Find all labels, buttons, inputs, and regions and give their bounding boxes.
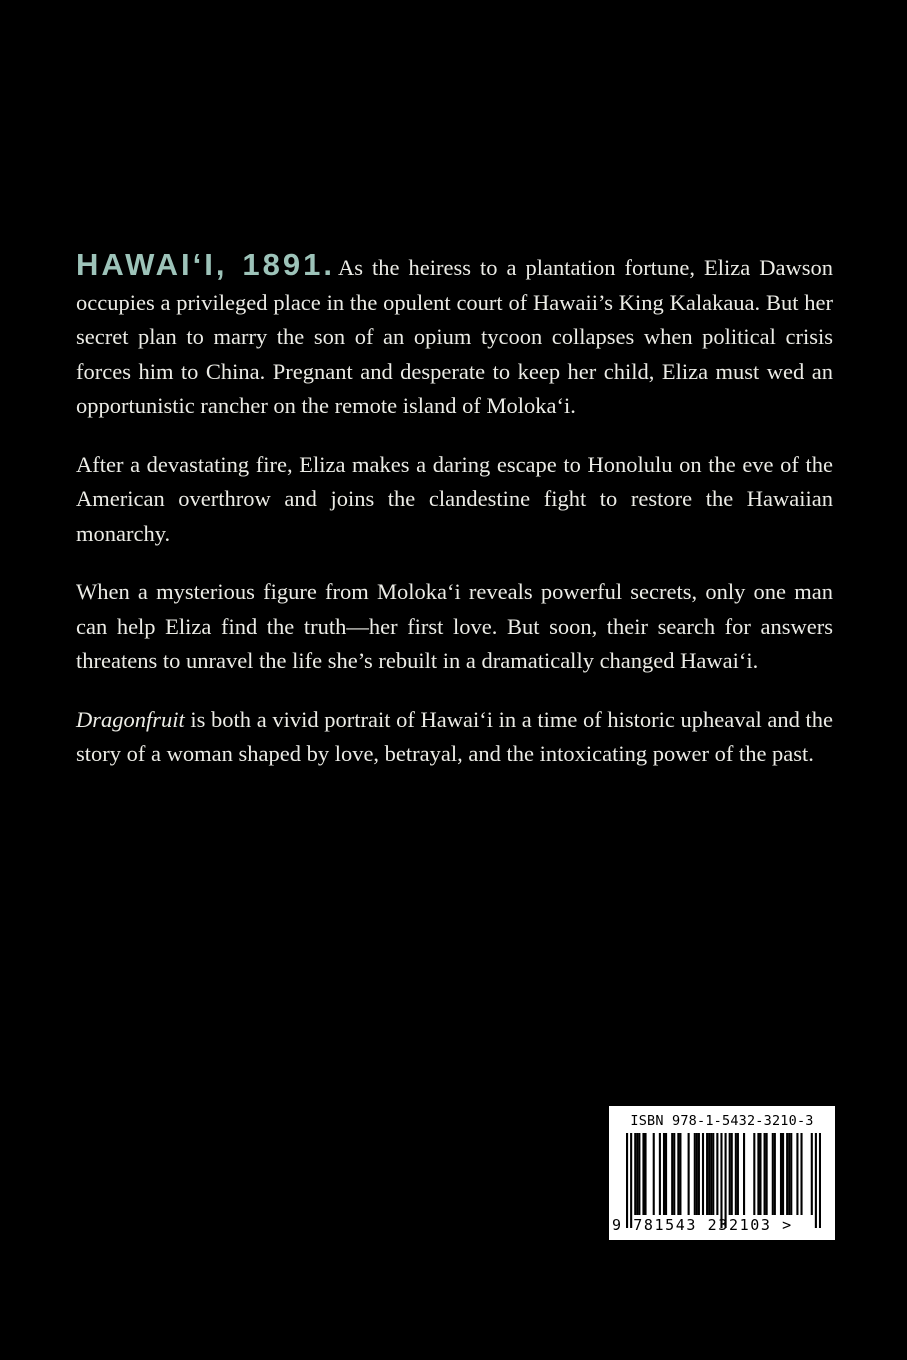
barcode-bar xyxy=(679,1133,681,1215)
barcode-bar xyxy=(677,1133,679,1215)
barcode-bar xyxy=(790,1133,792,1215)
barcode-bar xyxy=(706,1133,708,1215)
lead-text: HAWAI‘I, 1891 xyxy=(76,247,324,282)
barcode-bar xyxy=(636,1133,638,1215)
blurb-lead-heading xyxy=(76,247,332,282)
barcode-bar xyxy=(819,1133,821,1228)
barcode-bar xyxy=(780,1133,782,1215)
barcode-bar xyxy=(673,1133,675,1215)
ean-digits: 9 781543 232103 > xyxy=(612,1216,793,1234)
barcode-bar xyxy=(800,1133,802,1215)
blurb-paragraph-3: When a mysterious figure from Moloka‘i reveals powerful secrets, only one man can help Eliza find the truth—her first love. But soon, their search for answers threatens to unravel the life she’s rebuilt in a dramatically changed Hawai‘i. xyxy=(76,579,833,673)
barcode-bar xyxy=(766,1133,768,1215)
barcode-bar xyxy=(764,1133,766,1215)
barcode-bar xyxy=(759,1133,761,1215)
blurb-paragraph-4 xyxy=(76,703,833,772)
lead-dot: . xyxy=(323,247,333,282)
blurb-paragraph-2: After a devastating fire, Eliza makes a daring escape to Honolulu on the eve of the American overthrow and joins the clandestine fight to restore the Hawaiian monarchy. xyxy=(76,451,833,546)
barcode-bar xyxy=(782,1133,784,1215)
barcode-bar xyxy=(653,1133,655,1215)
barcode-bar xyxy=(712,1133,714,1215)
barcode-bar xyxy=(716,1133,718,1215)
barcode-bar xyxy=(694,1133,696,1215)
paragraph-4-text: is both a vivid portrait of Hawai‘i in a time of historic upheaval and the story of a woman shaped by love, betrayal, and the intoxicating power of the past. xyxy=(76,706,833,766)
barcode-bar xyxy=(702,1133,704,1215)
barcode-bar xyxy=(772,1133,774,1215)
barcode-bar xyxy=(671,1133,673,1215)
barcode-bar xyxy=(737,1133,739,1215)
blurb-paragraph-1 xyxy=(76,248,833,424)
barcode-bar xyxy=(725,1133,727,1228)
barcode-bar xyxy=(735,1133,737,1215)
barcode-bar xyxy=(796,1133,798,1215)
barcode-bar xyxy=(688,1133,690,1215)
barcode-bar xyxy=(626,1133,628,1228)
barcode-bar xyxy=(708,1133,710,1215)
isbn-barcode xyxy=(609,1106,835,1240)
barcode-bars xyxy=(626,1133,821,1228)
barcode-bar xyxy=(753,1133,755,1215)
isbn-label: ISBN 978-1-5432-3210-3 xyxy=(630,1113,814,1129)
barcode-bar xyxy=(663,1133,665,1215)
barcode-bar xyxy=(644,1133,646,1215)
barcode-bar xyxy=(696,1133,698,1215)
barcode-bar xyxy=(720,1133,722,1228)
barcode-bar xyxy=(743,1133,745,1215)
barcode-bar xyxy=(630,1133,632,1228)
barcode-bar xyxy=(786,1133,788,1215)
book-title: Dragonfruit xyxy=(76,706,185,732)
barcode-bar xyxy=(729,1133,731,1215)
barcode-bar xyxy=(638,1133,640,1215)
barcode-bar xyxy=(698,1133,700,1215)
barcode-bar xyxy=(731,1133,733,1215)
barcode-bar xyxy=(665,1133,667,1215)
barcode-bar xyxy=(788,1133,790,1215)
barcode-bar xyxy=(757,1133,759,1215)
barcode-bar xyxy=(642,1133,644,1215)
barcode-bar xyxy=(710,1133,712,1215)
barcode-bar xyxy=(774,1133,776,1215)
barcode-bar xyxy=(659,1133,661,1215)
barcode-bar xyxy=(815,1133,817,1228)
blurb-text xyxy=(76,248,833,796)
barcode-bar xyxy=(811,1133,813,1215)
paragraph-1-text: As the heiress to a plantation fortune, Eliza Dawson occupies a privileged place in the opulent court of Hawaii’s King Kalakaua. But her secret plan to marry the son of an opium tycoon collapses when political crisis forces him to China. Pregnant and desperate to keep her child, Eliza must wed an opportunistic rancher on the remote island of Moloka‘i. xyxy=(76,255,833,418)
barcode-bar xyxy=(634,1133,636,1215)
